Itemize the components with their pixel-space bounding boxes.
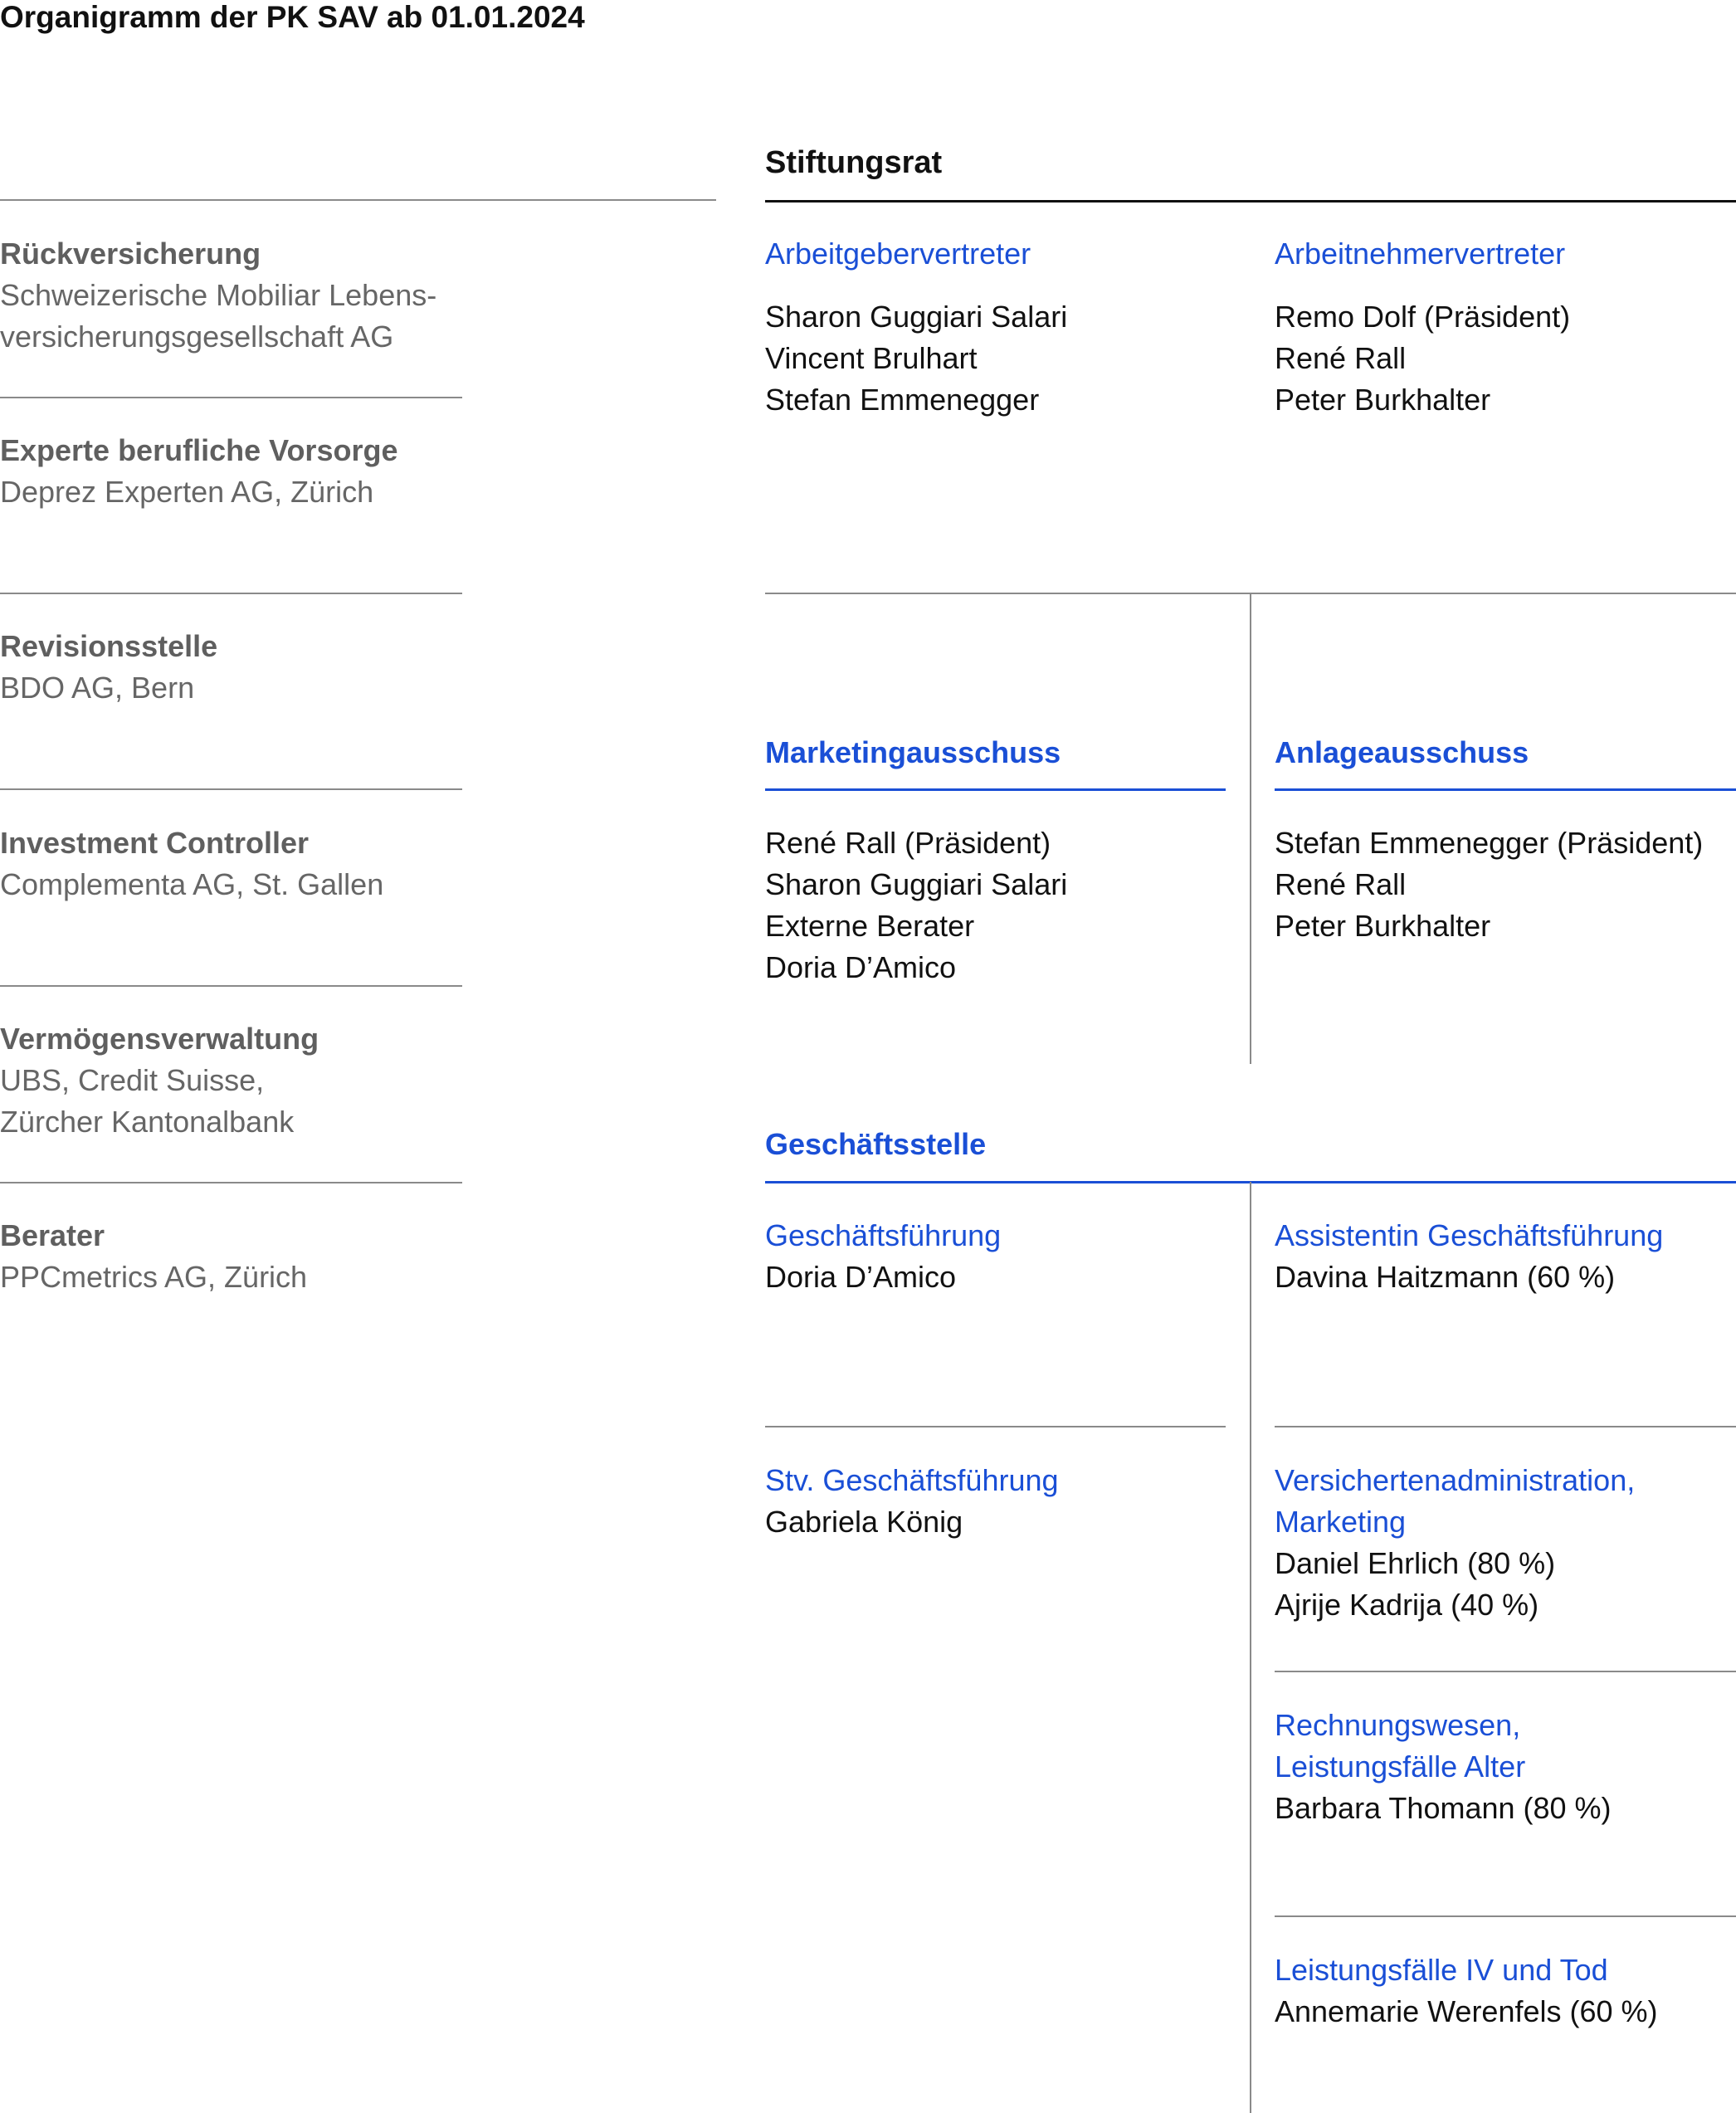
side-text: BDO AG, Bern	[0, 671, 195, 705]
deputy-heading: Stv. Geschäftsführung	[765, 1463, 1059, 1497]
person: René Rall	[1275, 341, 1407, 375]
side-heading: Investment Controller	[0, 826, 310, 860]
claims-heading: Leistungsfälle IV und Tod	[1275, 1953, 1608, 1987]
divider	[765, 1426, 1226, 1427]
assistant-names	[1275, 1257, 1615, 1298]
divider	[1275, 1915, 1736, 1917]
marketing-committee-names	[765, 822, 1067, 988]
side-block-reinsurance	[0, 233, 436, 358]
side-block-audit	[0, 626, 217, 709]
person: Remo Dolf (Präsident)	[1275, 300, 1571, 334]
divider	[0, 593, 462, 594]
person: Daniel Ehrlich (80 %)	[1275, 1546, 1556, 1580]
administration-names	[1275, 1543, 1555, 1626]
management-names	[765, 1257, 956, 1298]
employer-heading: Arbeitgebervertreter	[765, 237, 1031, 271]
side-block-asset-management	[0, 1018, 319, 1143]
person: Ajrije Kadrija (40 %)	[1275, 1588, 1539, 1622]
investment-committee-names	[1275, 822, 1703, 947]
person: René Rall	[1275, 867, 1407, 901]
person: Annemarie Werenfels (60 %)	[1275, 1994, 1658, 2028]
side-text: Schweizerische Mobiliar Lebens-	[0, 278, 437, 312]
accounting-heading: Rechnungswesen, Leistungsfälle Alter	[1275, 1708, 1526, 1784]
divider	[1275, 1426, 1736, 1427]
side-text: Complementa AG, St. Gallen	[0, 867, 384, 901]
person: Sharon Guggiari Salari	[765, 867, 1068, 901]
person: Barbara Thomann (80 %)	[1275, 1791, 1612, 1825]
divider	[0, 199, 716, 201]
side-heading: Rückversicherung	[0, 237, 261, 271]
claims-names	[1275, 1991, 1658, 2032]
employee-names	[1275, 296, 1570, 421]
investment-committee-heading: Anlageausschuss	[1275, 735, 1529, 769]
side-block-pension-expert	[0, 430, 397, 513]
side-heading: Experte berufliche Vorsorge	[0, 433, 398, 467]
person: Externe Berater	[765, 909, 975, 943]
page-title: Organigramm der PK SAV ab 01.01.2024	[0, 0, 585, 34]
board-divider	[765, 200, 1736, 203]
side-text: versicherungsgesellschaft AG	[0, 320, 394, 354]
person: Gabriela König	[765, 1505, 963, 1539]
marketing-committee-heading: Marketingausschuss	[765, 735, 1061, 769]
divider	[0, 788, 462, 790]
connector-line	[1250, 593, 1251, 1064]
person: Vincent Brulhart	[765, 341, 978, 375]
person: Doria D’Amico	[765, 950, 957, 984]
divider	[1275, 1671, 1736, 1672]
person: René Rall (Präsident)	[765, 826, 1051, 860]
office-vertical-line	[1250, 1182, 1251, 2113]
accounting-names	[1275, 1788, 1612, 1829]
employer-names	[765, 296, 1067, 421]
person: Stefan Emmenegger	[765, 383, 1040, 417]
side-text: PPCmetrics AG, Zürich	[0, 1260, 308, 1294]
person: Doria D’Amico	[765, 1260, 957, 1294]
administration-heading: Versichertenadministration, Marketing	[1275, 1463, 1636, 1539]
marketing-committee-divider	[765, 788, 1226, 791]
side-heading: Revisionsstelle	[0, 629, 218, 663]
side-text: Zürcher Kantonalbank	[0, 1105, 295, 1139]
deputy-names	[765, 1501, 963, 1543]
person: Peter Burkhalter	[1275, 909, 1491, 943]
office-title: Geschäftsstelle	[765, 1127, 987, 1161]
divider	[0, 985, 462, 987]
side-heading: Vermögensverwaltung	[0, 1022, 319, 1056]
management-heading: Geschäftsführung	[765, 1218, 1002, 1252]
person: Sharon Guggiari Salari	[765, 300, 1068, 334]
person: Davina Haitzmann (60 %)	[1275, 1260, 1616, 1294]
person: Stefan Emmenegger (Präsident)	[1275, 826, 1704, 860]
investment-committee-divider	[1275, 788, 1736, 791]
side-block-advisor	[0, 1215, 307, 1298]
side-text: Deprez Experten AG, Zürich	[0, 475, 374, 509]
side-block-investment-controller	[0, 822, 383, 905]
divider	[0, 397, 462, 398]
employee-heading: Arbeitnehmervertreter	[1275, 237, 1566, 271]
person: Peter Burkhalter	[1275, 383, 1491, 417]
divider	[0, 1182, 462, 1183]
board-title: Stiftungsrat	[765, 145, 943, 180]
side-text: UBS, Credit Suisse,	[0, 1063, 265, 1097]
side-heading: Berater	[0, 1218, 105, 1252]
assistant-heading: Assistentin Geschäftsführung	[1275, 1218, 1664, 1252]
